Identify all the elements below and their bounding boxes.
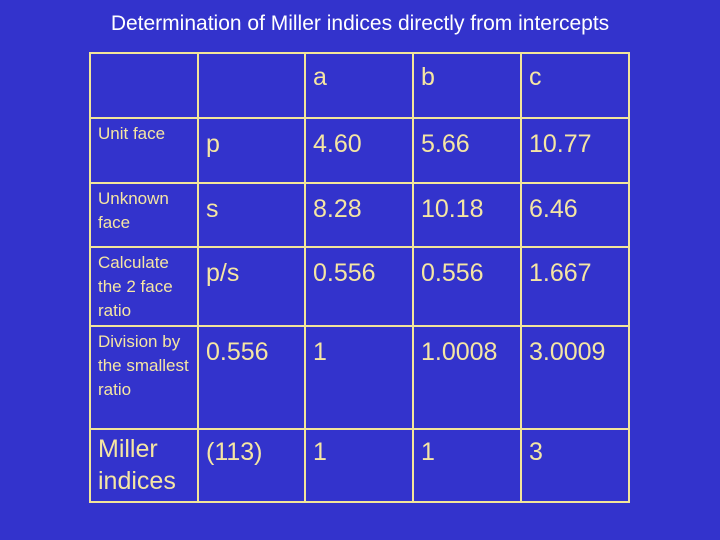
header-cell-c: c: [521, 53, 629, 118]
value-b: 5.66: [413, 118, 521, 183]
header-cell-empty-label: [90, 53, 198, 118]
header-cell-a: a: [305, 53, 413, 118]
row-label-face-ratio: Calculate the 2 face ratio: [90, 247, 198, 326]
miller-indices-table: [89, 52, 630, 503]
row-symbol: 0.556: [198, 326, 305, 429]
row-label-unit-face: Unit face: [90, 118, 198, 183]
value-b: 1.0008: [413, 326, 521, 429]
value-c: 3: [521, 429, 629, 502]
table-row: [90, 429, 629, 502]
slide-title: Determination of Miller indices directly from intercepts: [110, 12, 610, 35]
row-symbol: p: [198, 118, 305, 183]
value-c: 1.667: [521, 247, 629, 326]
value-a: 8.28: [305, 183, 413, 247]
table-row: [90, 118, 629, 183]
table-row: [90, 183, 629, 247]
table-header-row: [90, 53, 629, 118]
value-b: 1: [413, 429, 521, 502]
value-a: 1: [305, 326, 413, 429]
table-row: [90, 326, 629, 429]
value-a: 1: [305, 429, 413, 502]
row-label-miller-indices: Miller indices: [90, 429, 198, 502]
value-c: 6.46: [521, 183, 629, 247]
value-a: 0.556: [305, 247, 413, 326]
value-c: 10.77: [521, 118, 629, 183]
value-b: 0.556: [413, 247, 521, 326]
header-cell-b: b: [413, 53, 521, 118]
row-symbol: p/s: [198, 247, 305, 326]
value-a: 4.60: [305, 118, 413, 183]
value-b: 10.18: [413, 183, 521, 247]
row-label-division: Division by the smallest ratio: [90, 326, 198, 429]
row-label-unknown-face: Unknown face: [90, 183, 198, 247]
header-cell-empty-symbol: [198, 53, 305, 118]
row-symbol: s: [198, 183, 305, 247]
row-symbol: (113): [198, 429, 305, 502]
table-row: [90, 247, 629, 326]
value-c: 3.0009: [521, 326, 629, 429]
